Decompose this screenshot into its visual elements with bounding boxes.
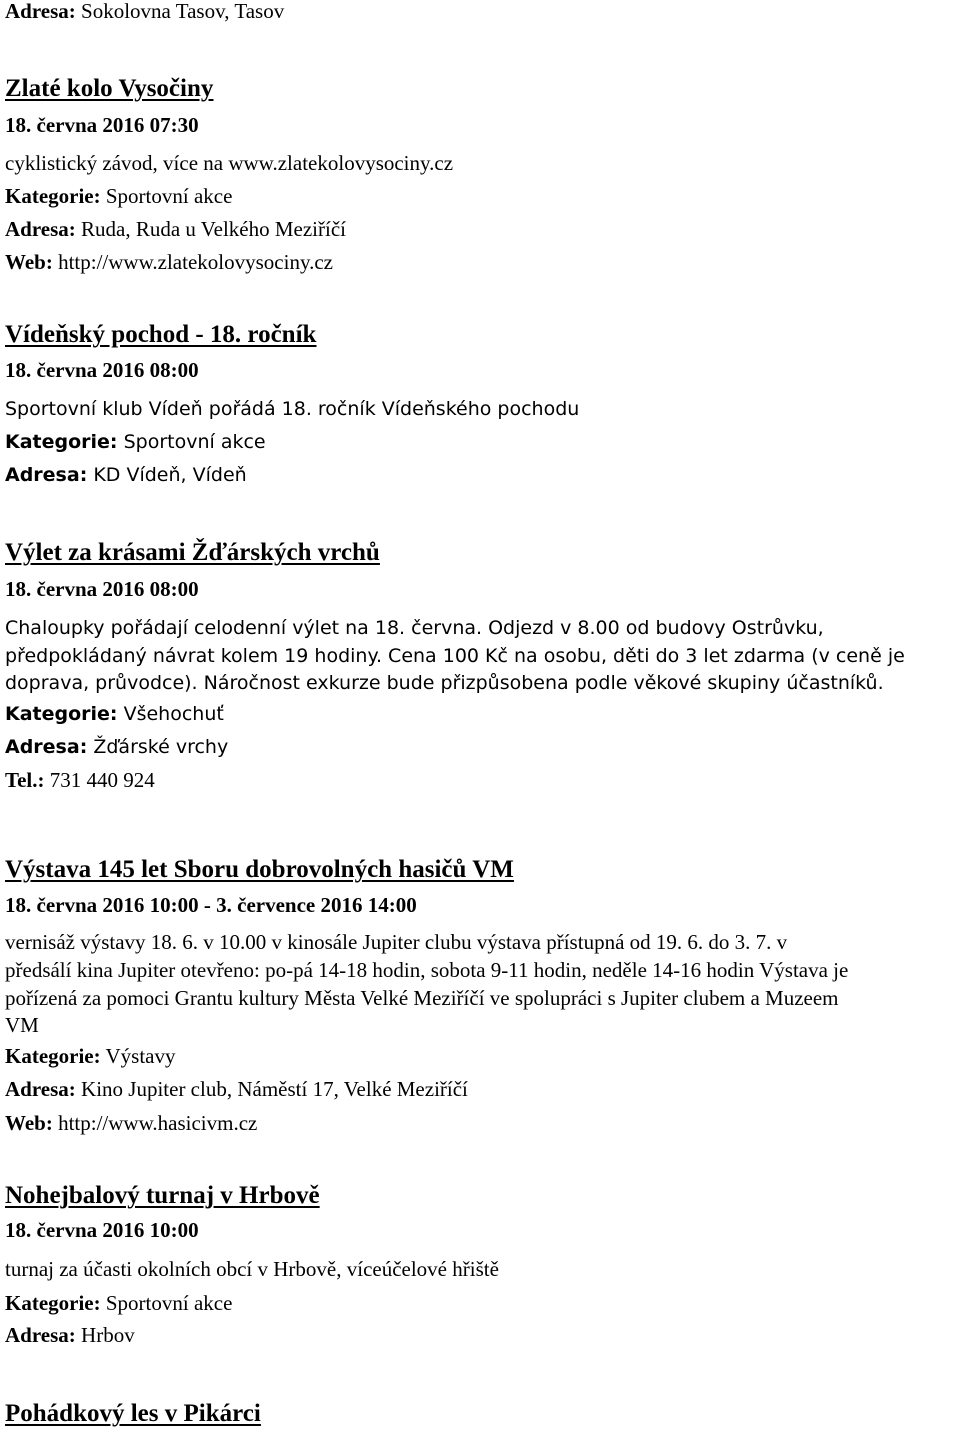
category-label: Kategorie: — [5, 184, 101, 208]
event-description: turnaj za účasti okolních obcí v Hrbově, víceúčelové hřiště — [5, 1257, 499, 1281]
event-web — [5, 249, 960, 275]
event-category — [5, 701, 960, 727]
event-address — [5, 734, 960, 760]
event-title-link[interactable]: Pohádkový les v Pikárci — [5, 1400, 261, 1427]
address-value: Hrbov — [81, 1323, 135, 1347]
address-label: Adresa: — [5, 736, 88, 758]
event-category — [5, 183, 960, 209]
web-value: http://www.zlatekolovysociny.cz — [58, 250, 333, 274]
category-label: Kategorie: — [5, 431, 118, 453]
web-label: Web: — [5, 1111, 53, 1135]
address-value: Ruda, Ruda u Velkého Meziříčí — [81, 217, 347, 241]
address-value: Sokolovna Tasov, Tasov — [81, 0, 285, 23]
event-title-link[interactable]: Výlet za krásami Žďárských vrchů — [5, 539, 380, 566]
event-description: Sportovní klub Vídeň pořádá 18. ročník Vídeňského pochodu — [5, 398, 580, 420]
event-description: cyklistický závod, více na www.zlatekolovysociny.cz — [5, 151, 454, 175]
category-value: Sportovní akce — [123, 431, 266, 453]
event-title[interactable] — [5, 855, 960, 885]
tel-label: Tel.: — [5, 768, 45, 792]
event-category — [5, 1290, 960, 1316]
category-label: Kategorie: — [5, 1044, 101, 1068]
web-value: http://www.hasicivm.cz — [58, 1111, 258, 1135]
event-title-link[interactable]: Výstava 145 let Sboru dobrovolných hasičů VM — [5, 856, 514, 883]
tel-value: 731 440 924 — [49, 768, 155, 792]
event-description-line: předsálí kina Jupiter otevřeno: po-pá 14-18 hodin, sobota 9-11 hodin, neděle 14-16 hodin Výstava je — [5, 958, 849, 982]
event-description-line: pořízená za pomoci Grantu kultury Města Velké Meziříčí ve spolupráci s Jupiter clubem a Muzeem — [5, 986, 839, 1010]
event-title-link[interactable]: Nohejbalový turnaj v Hrbově — [5, 1182, 320, 1209]
address-label: Adresa: — [5, 464, 88, 486]
category-label: Kategorie: — [5, 703, 118, 725]
event-date: 18. června 2016 10:00 - 3. července 2016 14:00 — [5, 893, 417, 917]
event-tel — [5, 767, 960, 793]
web-label: Web: — [5, 250, 53, 274]
address-label: Adresa: — [5, 217, 76, 241]
event-date: 18. června 2016 08:00 — [5, 358, 199, 382]
event-title[interactable] — [5, 538, 960, 568]
category-label: Kategorie: — [5, 1291, 101, 1315]
category-value: Výstavy — [105, 1044, 176, 1068]
address-label: Adresa: — [5, 1323, 76, 1347]
address-label: Adresa: — [5, 1077, 76, 1101]
event-address — [5, 1322, 960, 1348]
event-web — [5, 1110, 960, 1136]
event-address — [5, 1076, 960, 1102]
event-address — [5, 462, 960, 488]
category-value: Sportovní akce — [105, 184, 233, 208]
event-description-line: vernisáž výstavy 18. 6. v 10.00 v kinosále Jupiter clubu výstava přístupná od 19. 6. do 3. 7. v — [5, 930, 788, 954]
address-value: Žďárské vrchy — [93, 736, 229, 758]
event-description-line: předpokládaný návrat kolem 19 hodiny. Cena 100 Kč na osobu, děti do 3 let zdarma (v ceně je — [5, 645, 905, 667]
event-description-line: Chaloupky pořádají celodenní výlet na 18. června. Odjezd v 8.00 od budovy Ostrůvku, — [5, 617, 824, 639]
event-title[interactable] — [5, 74, 960, 104]
category-value: Sportovní akce — [105, 1291, 233, 1315]
address-value: KD Vídeň, Vídeň — [93, 464, 247, 486]
event-address — [5, 216, 960, 242]
event-category — [5, 1043, 960, 1069]
event-date: 18. června 2016 08:00 — [5, 577, 199, 601]
address-label: Adresa: — [5, 0, 76, 23]
event-category — [5, 429, 960, 455]
event-date: 18. června 2016 10:00 — [5, 1218, 199, 1242]
event-title[interactable] — [5, 1399, 960, 1429]
event-title[interactable] — [5, 320, 960, 350]
event-title-link[interactable]: Zlaté kolo Vysočiny — [5, 75, 214, 102]
event-description-line: doprava, průvodce). Náročnost exkurze bude přizpůsobena podle věkové skupiny účastníků. — [5, 672, 884, 694]
address-value: Kino Jupiter club, Náměstí 17, Velké Meziříčí — [81, 1077, 468, 1101]
event-address — [5, 0, 960, 24]
event-date: 18. června 2016 07:30 — [5, 113, 199, 137]
event-title-link[interactable]: Vídeňský pochod - 18. ročník — [5, 321, 317, 348]
event-description-line: VM — [5, 1013, 39, 1037]
category-value: Všehochuť — [123, 703, 224, 725]
event-title[interactable] — [5, 1181, 960, 1211]
